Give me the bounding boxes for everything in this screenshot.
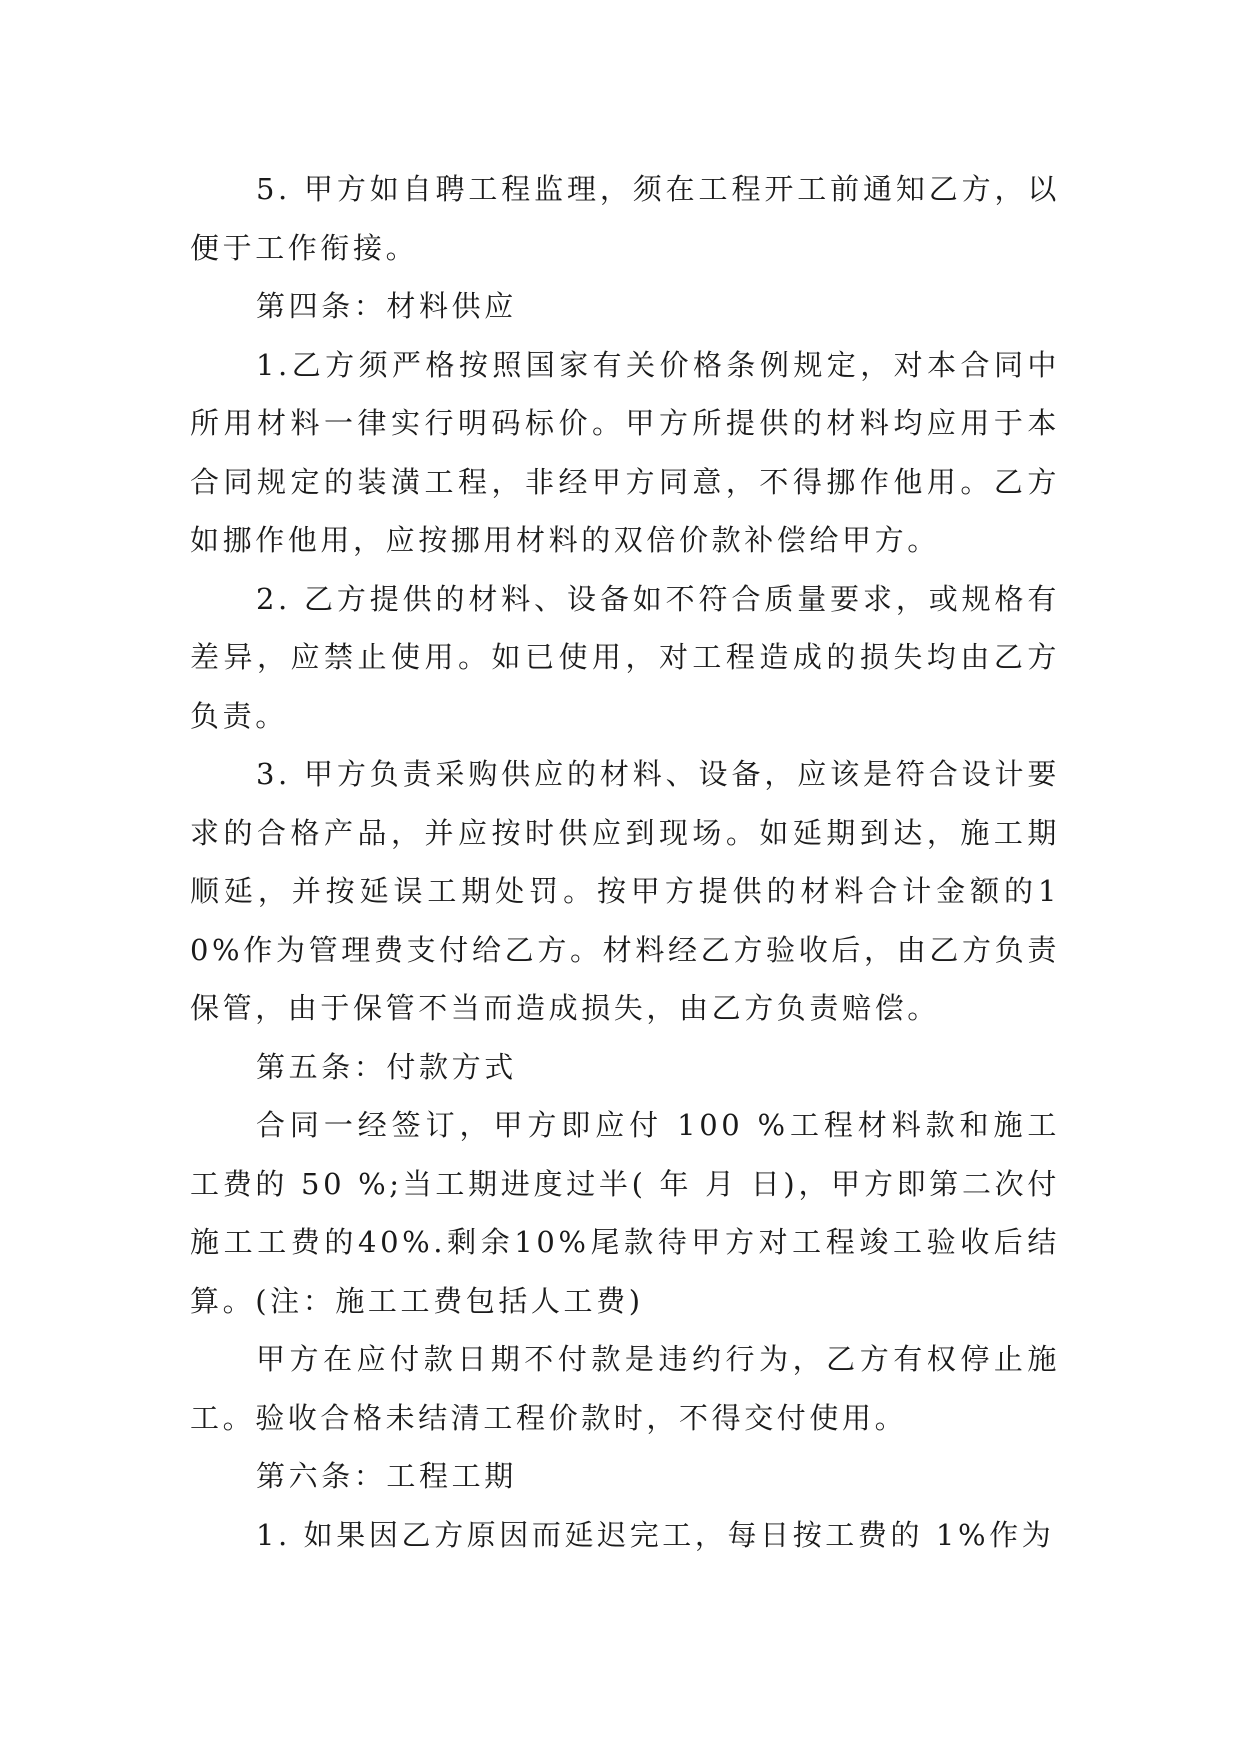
article-five-heading: 第五条：付款方式 bbox=[256, 1049, 517, 1084]
clause-delay-penalty: 1. 如果因乙方原因而延迟完工，每日按工费的 1%作为 bbox=[256, 1517, 1055, 1552]
clause-payment-schedule: 合同一经签订，甲方即应付 100 %工程材料款和施工工费的 50 %;当工期进度过半( 年 月 日)，甲方即第二次付施工工费的40%.剩余10%尾款待甲方对工程竣工验收后结算。(注：施工工费包括人工费) bbox=[190, 1108, 1060, 1318]
article-six-heading: 第六条：工程工期 bbox=[256, 1459, 517, 1493]
clause-material-pricing: 1.乙方须严格按照国家有关价格条例规定，对本合同中所用材料一律实行明码标价。甲方所提供的材料均应用于本合同规定的装潢工程，非经甲方同意，不得挪作他用。乙方如挪作他用，应按挪用材料的双倍价款补偿给甲方。 bbox=[190, 347, 1060, 557]
clause-supervision-notice: 5. 甲方如自聘工程监理，须在工程开工前通知乙方，以便于工作衔接。 bbox=[190, 172, 1060, 265]
clause-late-payment: 甲方在应付款日期不付款是违约行为，乙方有权停止施工。验收合格未结清工程价款时，不得交付使用。 bbox=[190, 1342, 1060, 1435]
article-four-heading: 第四条：材料供应 bbox=[256, 289, 517, 323]
contract-body bbox=[190, 160, 1060, 1564]
clause-material-quality: 2. 乙方提供的材料、设备如不符合质量要求，或规格有差异，应禁止使用。如已使用，对工程造成的损失均由乙方负责。 bbox=[190, 581, 1060, 733]
clause-client-supplied-materials: 3. 甲方负责采购供应的材料、设备，应该是符合设计要求的合格产品，并应按时供应到现场。如延期到达，施工期顺延，并按延误工期处罚。按甲方提供的材料合计金额的10%作为管理费支付给乙方。材料经乙方验收后，由乙方负责保管，由于保管不当而造成损失，由乙方负责赔偿。 bbox=[190, 757, 1060, 1025]
